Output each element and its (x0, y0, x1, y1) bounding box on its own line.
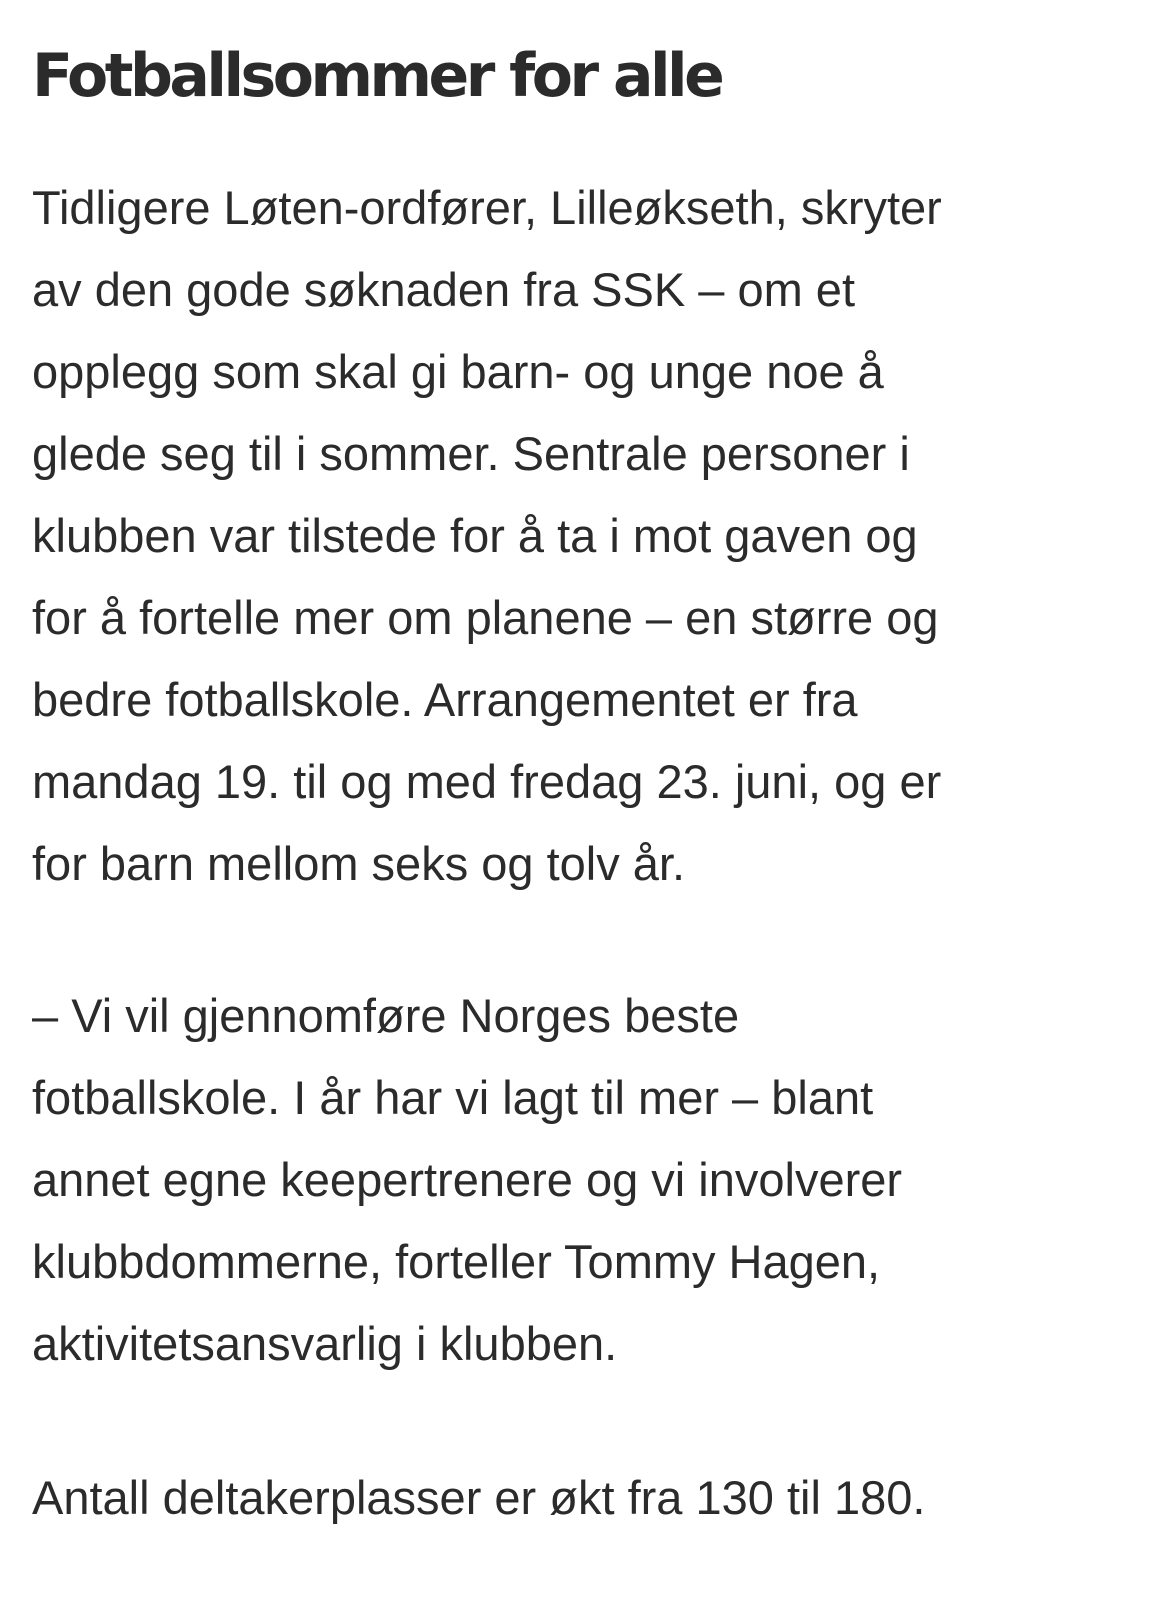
paragraph-line: klubbdommerne, forteller Tommy Hagen, (32, 1235, 881, 1288)
paragraph-line: klubben var tilstede for å ta i mot gaven og (32, 509, 918, 562)
paragraph-line: for å fortelle mer om planene – en større og (32, 591, 939, 644)
paragraph-line: for barn mellom seks og tolv år. (32, 837, 686, 890)
paragraph-line: fotballskole. I år har vi lagt til mer – blant (32, 1071, 874, 1124)
paragraph-line: av den gode søknaden fra SSK – om et (32, 263, 856, 316)
paragraph-line: bedre fotballskole. Arrangementet er fra (32, 673, 858, 726)
paragraph-line: aktivitetsansvarlig i klubben. (32, 1317, 618, 1370)
paragraph-line: Tidligere Løten-ordfører, Lilleøkseth, skryter (32, 181, 942, 234)
paragraph-line: mandag 19. til og med fredag 23. juni, og er (32, 755, 942, 808)
paragraph-line: annet egne keepertrenere og vi involverer (32, 1153, 903, 1206)
paragraph-line: glede seg til i sommer. Sentrale personer i (32, 427, 910, 480)
article-paragraph (32, 167, 1142, 905)
article-paragraph-quote (32, 975, 1142, 1385)
paragraph-line: opplegg som skal gi barn- og unge noe å (32, 345, 884, 398)
article-headline: Fotballsommer for alle (32, 41, 722, 111)
paragraph-line: Antall deltakerplasser er økt fra 130 til 180. (32, 1471, 926, 1524)
article-paragraph (32, 1457, 1142, 1539)
paragraph-line: – Vi vil gjennomføre Norges beste (32, 989, 740, 1042)
